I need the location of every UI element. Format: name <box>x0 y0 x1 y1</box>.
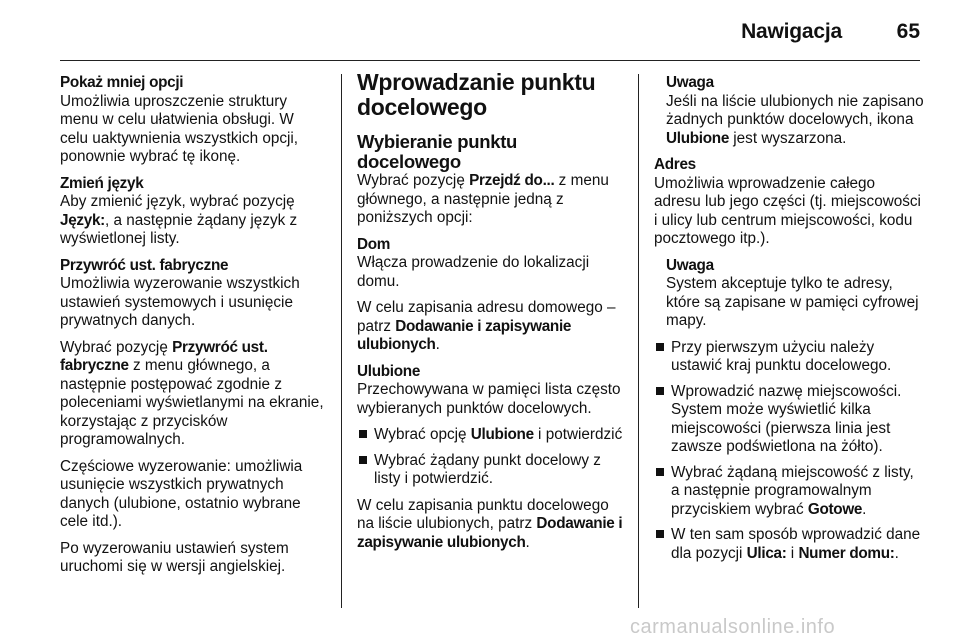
text: z menu głównego, a następnie jedną z poniższych opcji: <box>357 172 609 226</box>
text: , a następnie żądany język z wyświetlonej listy. <box>60 211 298 247</box>
square-bullet-icon <box>656 343 664 351</box>
text: System akceptuje tylko te adresy, które są zapisane w pamięci cyfrowej mapy. <box>666 275 919 329</box>
option-description: Przechowywana w pamięci lista często wybieranych punktów docelowych. <box>357 381 621 417</box>
option-heading: Dom <box>357 235 391 253</box>
menu-reference: Ulubione <box>666 129 730 147</box>
text: Wybrać opcję <box>374 426 471 443</box>
text: . <box>435 336 440 353</box>
square-bullet-icon <box>359 430 367 438</box>
square-bullet-icon <box>359 456 367 464</box>
section-title: Wprowadzanie punktu docelowego <box>357 69 596 120</box>
list-item <box>357 426 625 445</box>
cross-reference: Dodawanie i zapisywanie ulubionych <box>357 317 572 353</box>
square-bullet-icon <box>656 468 664 476</box>
text: i <box>786 544 799 562</box>
column-3 <box>654 74 924 571</box>
option-address <box>654 156 924 249</box>
menu-reference: Przejdź do... <box>469 172 555 189</box>
note <box>654 74 924 148</box>
note <box>654 257 924 331</box>
bullet-list <box>357 426 625 489</box>
text: . <box>894 544 899 562</box>
menu-reference: Ulica: <box>746 544 787 562</box>
option-description: Umożliwia wyzerowanie wszystkich ustawień systemowych i usunięcie prywatnych danych. <box>60 275 300 329</box>
bullet-list <box>654 339 924 564</box>
paragraph <box>357 497 625 553</box>
text: Jeśli na liście ulubionych nie zapisano żadnych punktów docelowych, ikona <box>666 92 924 128</box>
column-divider-2 <box>638 74 639 608</box>
menu-reference: Ulubione <box>470 426 534 443</box>
text: . <box>525 533 530 551</box>
text: Wybrać pozycję <box>357 172 470 189</box>
paragraph <box>357 172 625 228</box>
list-item <box>654 464 924 520</box>
option-heading: Ulubione <box>357 362 421 380</box>
paragraph: Po wyzerowaniu ustawień system uruchomi się w wersji angielskiej. <box>60 539 289 575</box>
page-number: 65 <box>896 20 920 43</box>
menu-reference: Numer domu: <box>798 544 895 562</box>
header-rule <box>60 60 920 61</box>
paragraph: Częściowe wyzerowanie: umożliwia usunięcie wszystkich prywatnych danych (ulubione, ostatnio wybrane cele itd.). <box>60 457 303 530</box>
option-description: Włącza prowadzenie do lokalizacji domu. <box>357 254 590 290</box>
option-home <box>357 236 625 292</box>
text: Wybrać żądaną miejscowość z listy, a następnie programowalnym przyciskiem wybrać <box>671 463 914 518</box>
subsection-title: Wybieranie punktu docelowego <box>357 131 518 172</box>
menu-reference: Język: <box>60 211 105 229</box>
option-heading: Zmień język <box>60 174 144 192</box>
text: W celu zapisania punktu docelowego na liście ulubionych, patrz <box>357 496 609 532</box>
cross-reference: Dodawanie i zapisywanie ulubionych <box>357 515 623 551</box>
text: z menu głównego, a następnie postępować zgodnie z poleceniami wyświetlanymi na ekranie, korzystając z przycisków programowalnych. <box>60 357 324 448</box>
option-description: Umożliwia wprowadzenie całego adresu lub jego części (tj. miejscowości i ulicy lub centrum miejscowości, kodu pocztowego itp.). <box>654 174 921 247</box>
option-heading: Pokaż mniej opcji <box>60 74 184 91</box>
column-divider-1 <box>341 74 342 608</box>
text: Wprowadzić nazwę miejscowości. System może wyświetlić kilka miejscowości (pierwsza linia jest zawsze podświetlona na żółto). <box>671 382 902 455</box>
note-heading: Uwaga <box>666 256 714 274</box>
page-header <box>0 0 960 60</box>
list-item <box>654 383 924 457</box>
list-item <box>654 339 924 376</box>
text: . <box>862 500 867 518</box>
option-heading: Adres <box>654 156 696 173</box>
text: W celu zapisania adresu domowego – patrz <box>357 299 616 335</box>
paragraph <box>357 299 625 355</box>
text: Przy pierwszym użyciu należy ustawić kraj punktu docelowego. <box>671 338 892 374</box>
header-title: Nawigacja <box>741 20 842 43</box>
option-favourites <box>357 363 625 419</box>
list-item <box>654 526 924 563</box>
option-factory-reset <box>60 257 326 331</box>
list-item <box>357 452 625 489</box>
watermark: carmanualsonline.info <box>630 616 836 638</box>
text: Wybrać pozycję <box>60 338 173 356</box>
text: Wybrać żądany punkt docelowy z listy i potwierdzić. <box>374 451 601 487</box>
menu-reference: Gotowe <box>807 500 863 518</box>
text: Aby zmienić język, wybrać pozycję <box>60 193 295 210</box>
column-2 <box>357 69 625 560</box>
text: W ten sam sposób wprowadzić dane dla pozycji <box>671 526 921 562</box>
paragraph <box>60 339 326 450</box>
square-bullet-icon <box>656 387 664 395</box>
text: i potwierdzić <box>533 426 623 443</box>
option-heading: Przywróć ust. fabryczne <box>60 256 229 274</box>
option-change-language <box>60 175 326 249</box>
text: jest wyszarzona. <box>729 129 847 147</box>
note-heading: Uwaga <box>666 74 714 91</box>
square-bullet-icon <box>656 530 664 538</box>
column-1 <box>60 74 326 585</box>
option-show-fewer <box>60 74 326 167</box>
option-description: Umożliwia uproszczenie struktury menu w celu ułatwienia obsługi. W celu uaktywnienia wszystkich opcji, ponownie wybrać tę ikonę. <box>60 92 299 165</box>
menu-reference: Przywróć ust. fabryczne <box>60 338 268 374</box>
